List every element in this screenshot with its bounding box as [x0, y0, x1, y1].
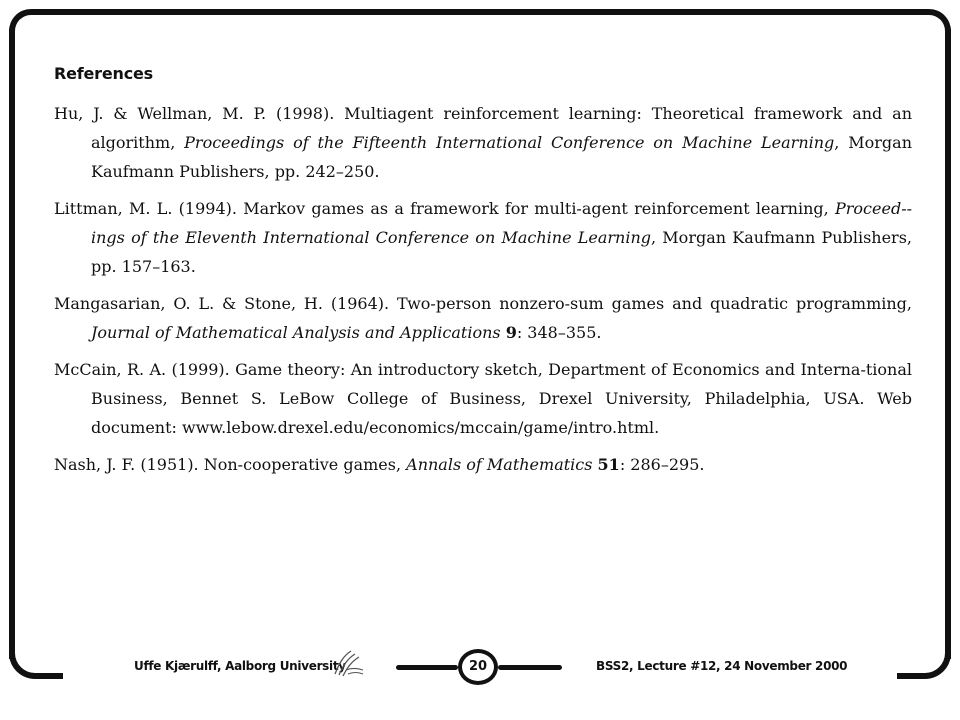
slide-content: [54, 64, 912, 487]
reference-text: Mangasarian, O. L. & Stone, H. (1964). Two-person nonzero-sum games and quadratic programming,: [54, 294, 912, 313]
reference-venue: Journal of Mathematical Analysis and Applications: [91, 323, 501, 342]
reference-entry: [54, 194, 912, 281]
reference-venue: Proceedings of the Fifteenth International Conference on Machine Learning: [184, 133, 835, 152]
reference-volume: 51: [597, 455, 620, 474]
reference-text: Hu, J. & Wellman, M. P. (1998). Multiagent reinforcement learning: Theoretical framework and an algorithm,: [54, 104, 912, 152]
reference-venue: Annals of Mathematics: [406, 455, 593, 474]
footer-rule-right: [498, 665, 562, 670]
aalborg-university-logo-icon: [331, 648, 365, 678]
reference-list: [54, 99, 912, 479]
reference-entry: [54, 355, 912, 442]
reference-text: Littman, M. L. (1994). Markov games as a framework for multi-agent reinforcement learning,: [54, 199, 835, 218]
frame-left-edge: [9, 29, 35, 659]
reference-text: , Morgan Kaufmann Publishers, pp. 157–163.: [91, 228, 912, 276]
footer-lecture-info: BSS2, Lecture #12, 24 November 2000: [596, 659, 848, 673]
reference-volume: 9: [505, 323, 517, 342]
reference-venue: Proceed-ings of the Eleventh International Conference on Machine Learning: [91, 199, 912, 247]
reference-text: , Morgan Kaufmann Publishers, pp. 242–250.: [91, 133, 912, 181]
reference-entry: [54, 99, 912, 186]
reference-text: Nash, J. F. (1951). Non-cooperative games,: [54, 455, 407, 474]
reference-text: McCain, R. A. (1999). Game theory: An introductory sketch, Department of Economics and Interna-tional Business, Bennet S. LeBow College of Business, Drexel University, Philadelphia, USA. Web document: www.lebow.drexel.edu/economics/mccain/game/intro.html.: [54, 360, 912, 437]
reference-entry: [54, 450, 912, 479]
page-number-badge: [458, 649, 498, 685]
frame-right-edge: [925, 29, 951, 659]
frame-top-edge: [9, 9, 951, 35]
slide-footer: [0, 645, 960, 691]
footer-author: Uffe Kjærulff, Aalborg University: [134, 659, 346, 673]
section-title: References: [54, 64, 153, 83]
footer-rule-left: [396, 665, 458, 670]
reference-text: : 286–295.: [619, 455, 705, 474]
reference-entry: [54, 289, 912, 347]
reference-text: : 348–355.: [516, 323, 602, 342]
page-number: 20: [468, 659, 488, 674]
